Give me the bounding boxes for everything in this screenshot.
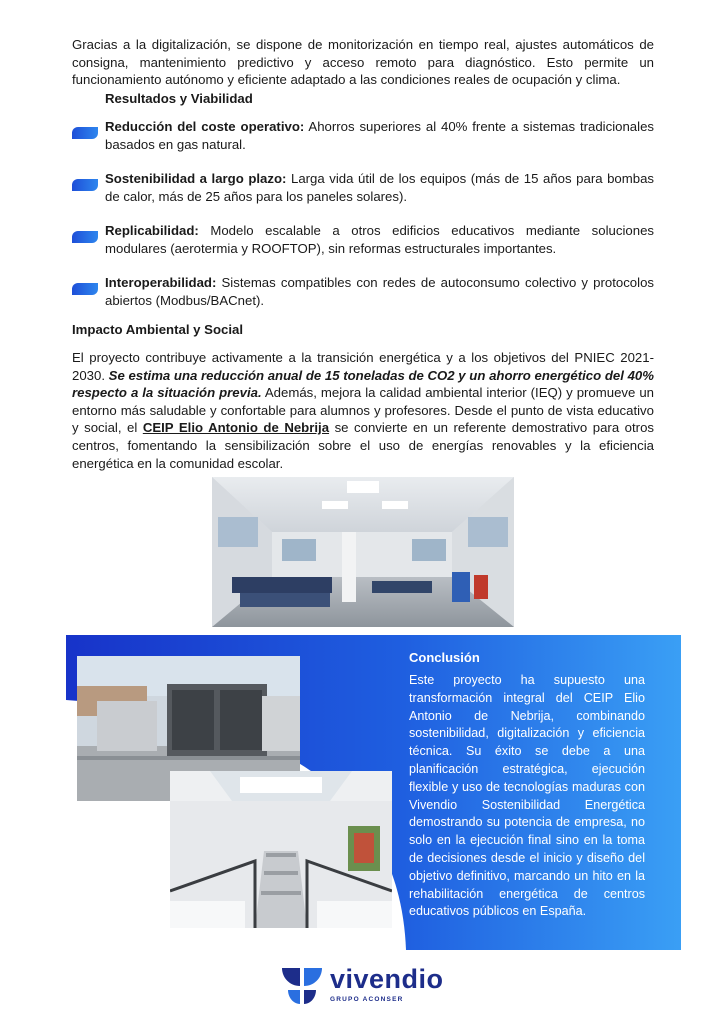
atrium-stairs-photo [170, 771, 392, 928]
logo-wordmark: vivendio [330, 964, 444, 994]
result-item-text: Sistemas compatibles con redes de autoconsumo colectivo y protocolos abiertos (Modbus/BACnet). [105, 275, 654, 308]
bullet-marker-icon [72, 127, 98, 139]
result-item-title: Reducción del coste operativo: [105, 119, 305, 134]
impact-highlight: Se estima una reducción anual de 15 toneladas de CO2 y un ahorro energético del 40% respecto a la situación previa. [72, 367, 654, 401]
result-item [72, 222, 654, 257]
bullet-marker-icon [72, 231, 98, 243]
impact-text: se convierte en un referente demostrativo para otros centros, fomentando la sensibilización sobre el uso de energías renovables y la eficiencia energética en la comunidad escolar. [72, 420, 654, 471]
results-heading: Resultados y Viabilidad [105, 91, 253, 106]
result-item-text: Larga vida útil de los equipos (más de 15 años para bombas de calor, más de 25 años para los paneles solares). [105, 171, 655, 204]
vivendio-logo [280, 964, 460, 1010]
conclusion-title: Conclusión [409, 650, 480, 665]
result-item-title: Sostenibilidad a largo plazo: [105, 171, 287, 186]
result-item-title: Interoperabilidad: [105, 275, 217, 290]
impact-text: Además, mejora la calidad ambiental interior (IEQ) y promueve un entorno más saludable y confortable para alumnos y profesores. Desde el punto de vista educativo y social, el [72, 385, 654, 436]
bullet-marker-icon [72, 179, 98, 191]
logo-subtitle: GRUPO ACONSER [330, 996, 404, 1003]
result-item-text: Modelo escalable a otros edificios educativos mediante soluciones modulares (aerotermia y ROOFTOP), sin reformas estructurales importantes. [105, 223, 654, 256]
intro-paragraph: Gracias a la digitalización, se dispone de monitorización en tiempo real, ajustes automáticos de consigna, mantenimiento predictivo y acceso remoto para diagnóstico. Esto permite un funcionamiento autónomo y eficiente adaptado a las condiciones reales de ocupación y clima. [72, 37, 654, 87]
bullet-marker-icon [72, 283, 98, 295]
result-item-text: Ahorros superiores al 40% frente a sistemas tradicionales basados en gas natural. [105, 119, 654, 152]
result-item [72, 170, 654, 205]
result-item [72, 118, 654, 153]
impact-heading: Impacto Ambiental y Social [72, 322, 243, 337]
result-item [72, 274, 654, 309]
conclusion-text: Este proyecto ha supuesto una transformación integral del CEIP Elio Antonio de Nebrija, combinando sostenibilidad, digitalización y eficiencia técnica. Su éxito se debe a una planificación estratégica, ejecución flexible y uso de tecnologías maduras con Vivendio Sostenibilidad Energética demostrando su potencia de empresa, no solo en la ejecución final sino en la toma de decisiones desde el inicio y diseño del objetivo definitivo, marcando un hito en la rehabilitación energética de centros educativos públicos en España. [409, 673, 645, 919]
classroom-photo [212, 477, 514, 627]
impact-text: El proyecto contribuye activamente a la transición energética y a los objetivos del PNIEC 2021-2030. [72, 350, 654, 383]
result-item-title: Replicabilidad: [105, 223, 199, 238]
impact-paragraph [72, 349, 654, 472]
school-name-link[interactable]: CEIP Elio Antonio de Nebrija [142, 420, 330, 436]
vivendio-logo-icon [280, 964, 324, 1008]
